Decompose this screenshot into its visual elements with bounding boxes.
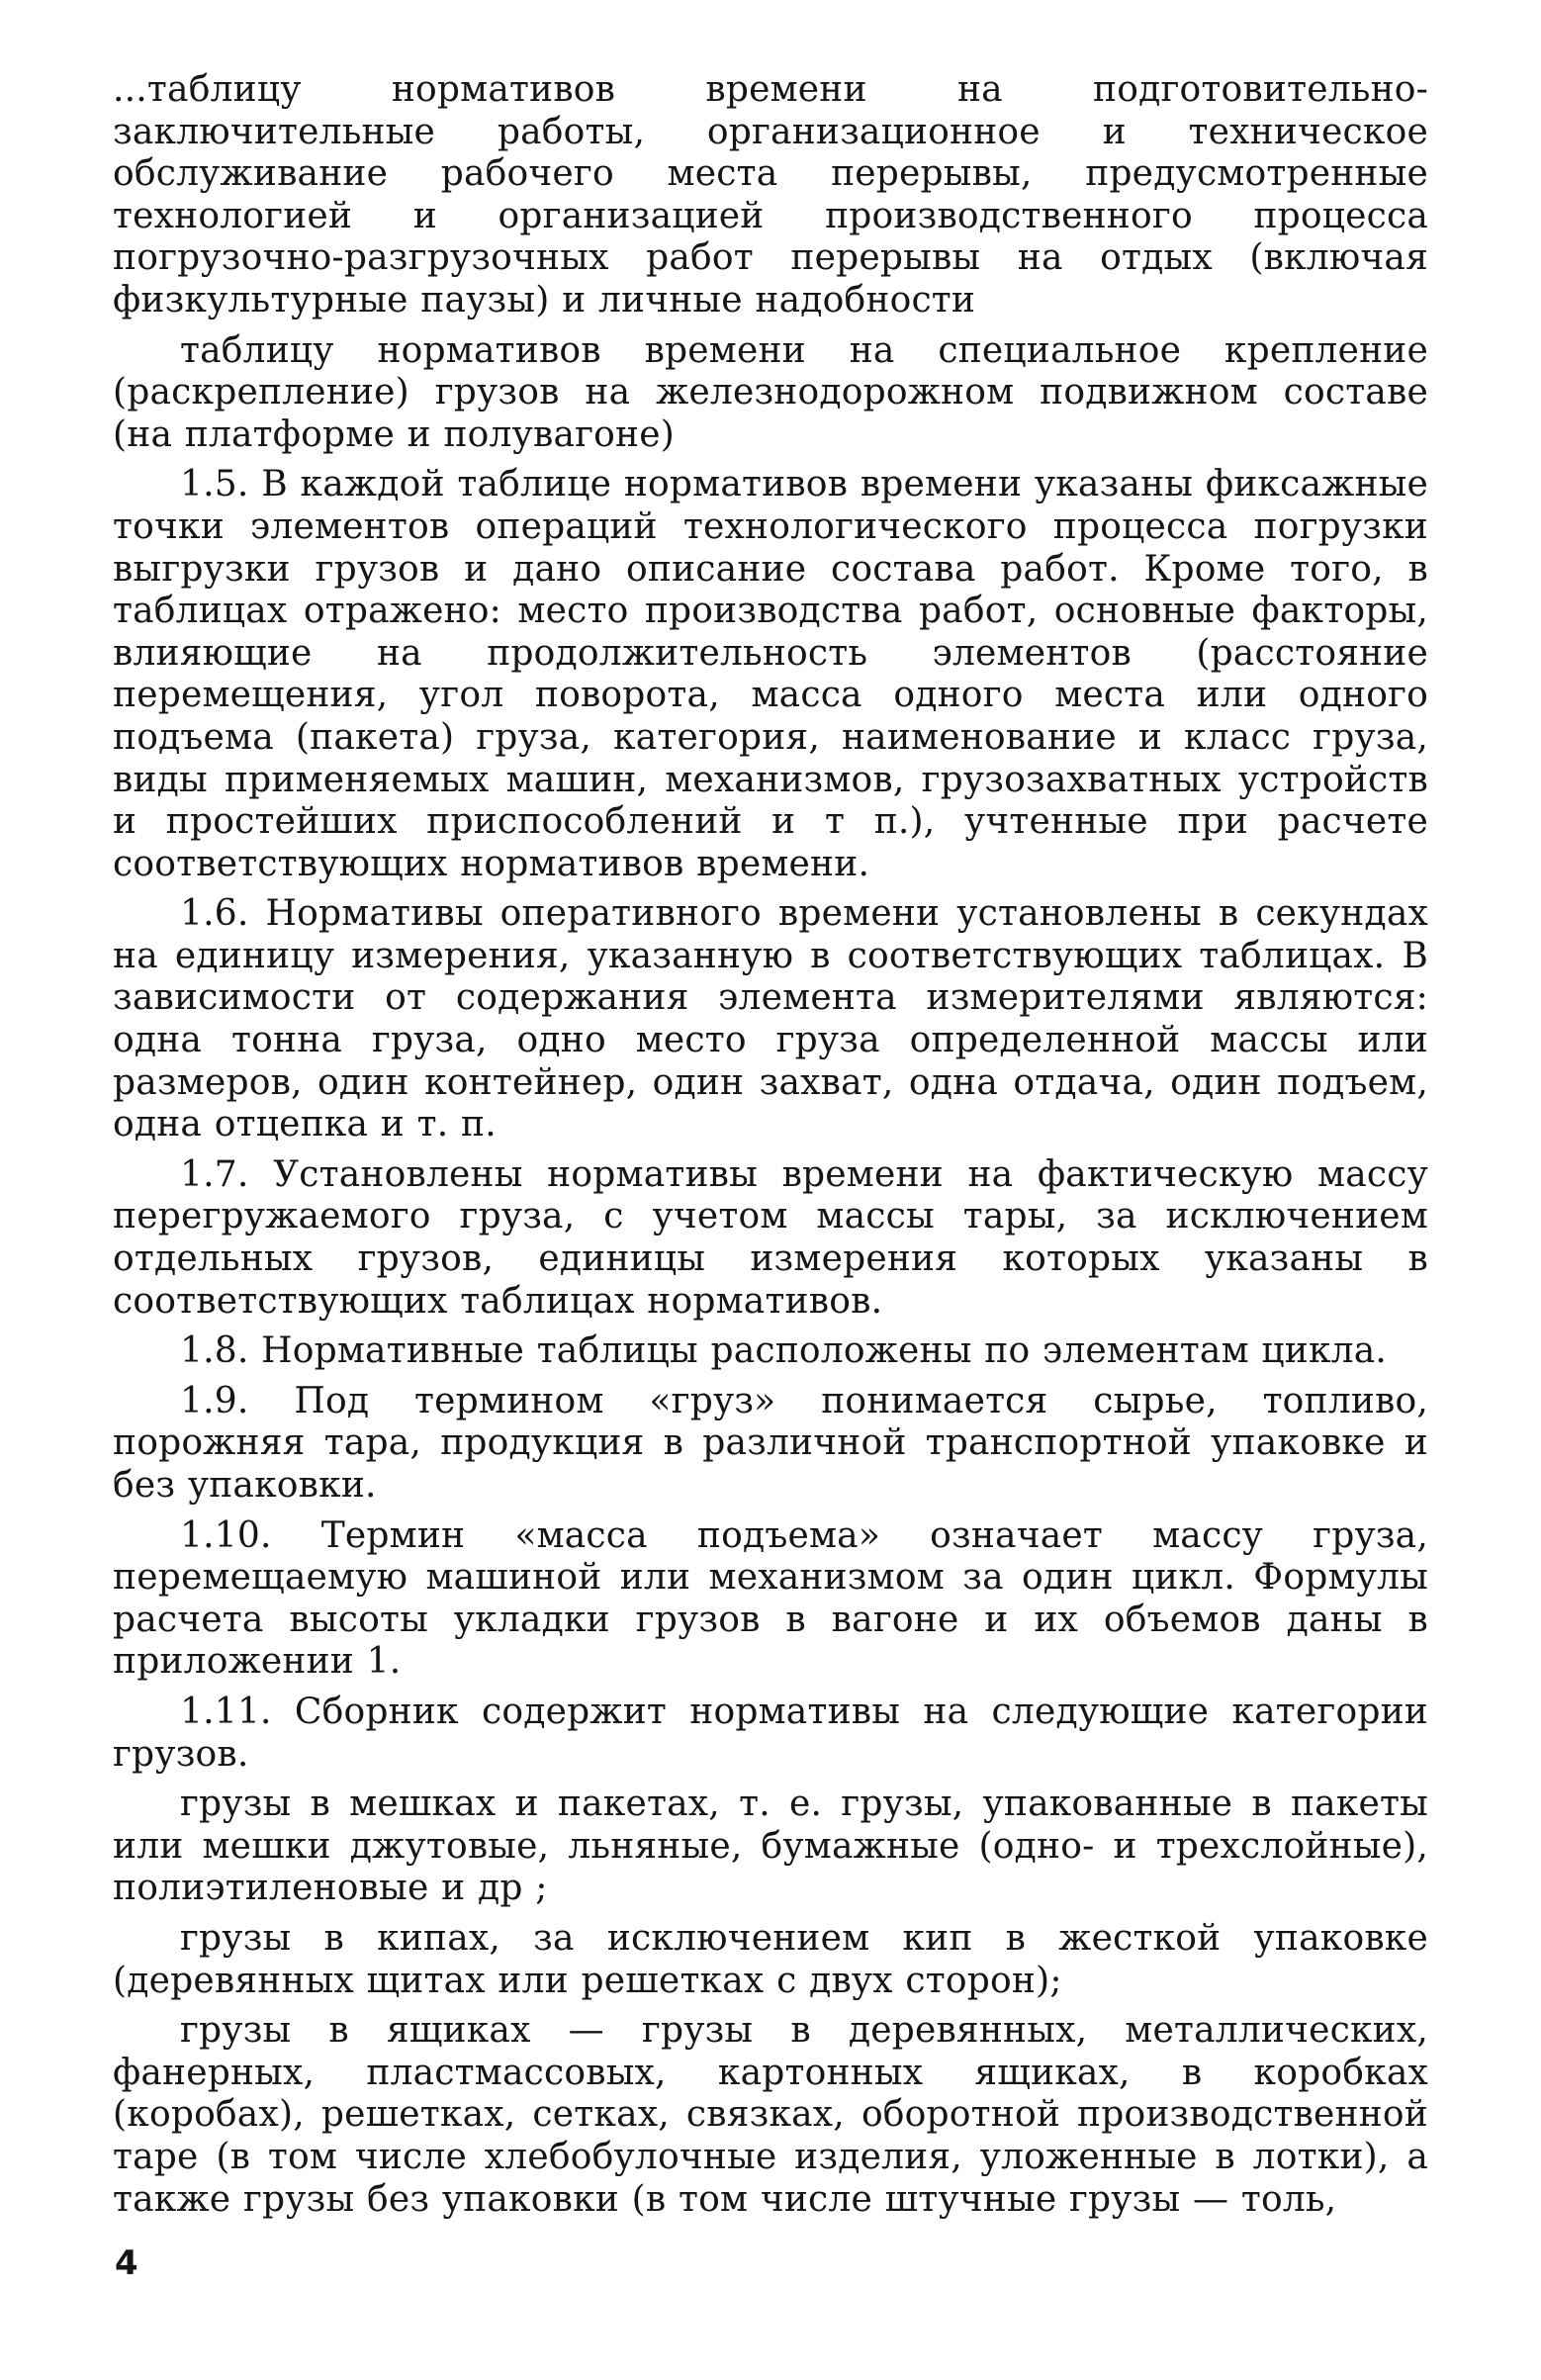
body-text: [113, 69, 1428, 2229]
paragraph-1-5: 1.5. В каждой таблице нормативов времени указаны фиксажные точки элементов операций технологического процесса погрузки выгрузки грузов и дано описание состава работ. Кроме того, в таблицах отражено: место производства работ, основные факторы, влияющие на продолжительность элементов (расстояние перемещения, угол поворота, масса одного места или одного подъема (пакета) груза, категория, наименование и класс груза, виды применяемых машин, механизмов, грузозахватных устройств и простейших приспособлений и т п.), учтенные при расчете соответствующих нормативов времени.: [113, 464, 1428, 884]
paragraph-1-10: 1.10. Термин «масса подъема» означает массу груза, перемещаемую машиной или механизмом за один цикл. Формулы расчета высоты укладки грузов в вагоне и их объемов даны в приложении 1.: [113, 1514, 1428, 1683]
paragraph-1-6: 1.6. Нормативы оперативного времени установлены в секундах на единицу измерения, указанную в соответствующих таблицах. В зависимости от содержания элемента измерителями являются: одна тонна груза, одно место груза определенной массы или размеров, один контейнер, один захват, одна отдача, один подъем, одна отцепка и т. п.: [113, 893, 1428, 1145]
paragraph-1-8: 1.8. Нормативные таблицы расположены по элементам цикла.: [180, 1330, 1388, 1372]
paragraph-1: ...таблицу нормативов времени на подготовительно-заключительные работы, организационное и техническое обслуживание рабочего места перерывы, предусмотренные технологией и организацией производственного процесса погрузочно-разгрузочных работ перерывы на отдых (включая физкультурные паузы) и личные надобности: [113, 69, 1428, 320]
paragraph-2: таблицу нормативов времени на специальное крепление (раскрепление) грузов на железнодорожном подвижном составе (на платформе и полувагоне): [113, 329, 1428, 455]
paragraph-1-9: 1.9. Под термином «груз» понимается сырье, топливо, порожняя тара, продукция в различной транспортной упаковке и без упаковки.: [113, 1380, 1428, 1506]
list-item-bales: грузы в кипах, за исключением кип в жесткой упаковке (деревянных щитах или решетках с двух сторон);: [113, 1917, 1428, 2001]
list-item-boxes: грузы в ящиках — грузы в деревянных, металлических, фанерных, пластмассовых, картонных ящиках, в коробках (коробах), решетках, сетках, связках, оборотной производственной таре (в том числе хлебобулочные изделия, уложенные в лотки), а также грузы без упаковки (в том числе штучные грузы — толь,: [113, 2010, 1428, 2220]
paragraph-1-7: 1.7. Установлены нормативы времени на фактическую массу перегружаемого груза, с учетом массы тары, за исключением отдельных грузов, единицы измерения которых указаны в соответствующих таблицах нормативов.: [113, 1153, 1428, 1322]
list-item-bags: грузы в мешках и пакетах, т. е. грузы, упакованные в пакеты или мешки джутовые, льняные, бумажные (одно- и трехслойные), полиэтиленовые и др ;: [113, 1784, 1428, 1909]
paragraph-1-11: 1.11. Сборник содержит нормативы на следующие категории грузов.: [113, 1691, 1428, 1775]
page-number: 4: [115, 2243, 138, 2283]
